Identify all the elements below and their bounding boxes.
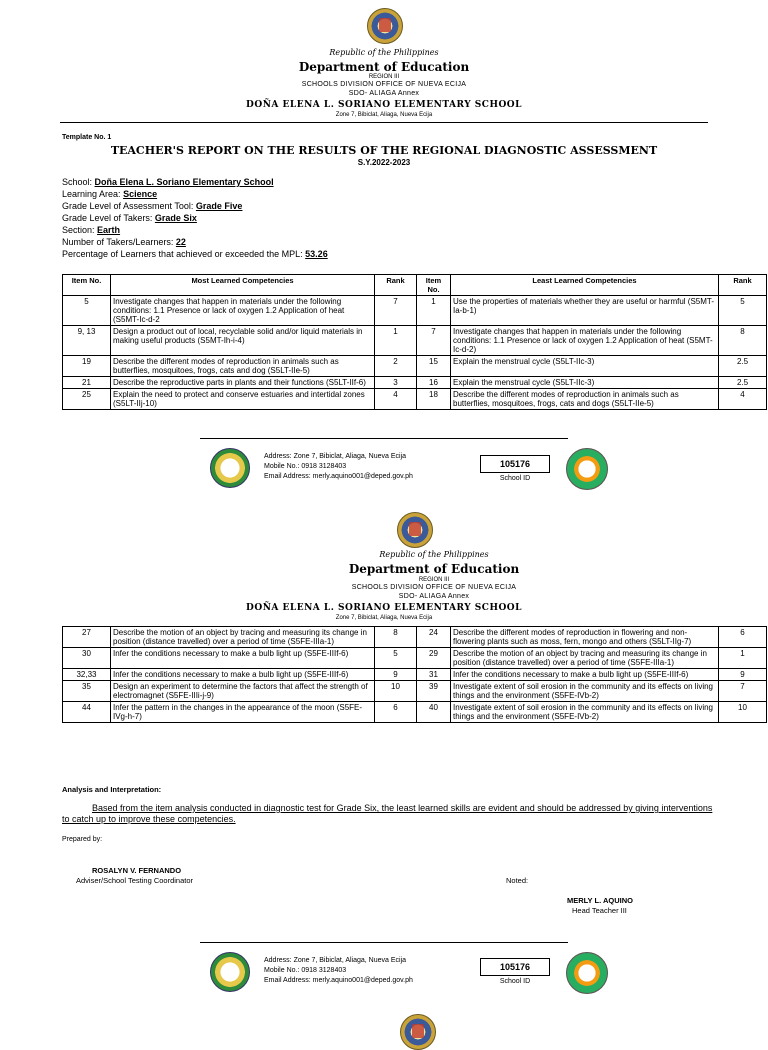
cell-rank: 1 — [375, 326, 417, 356]
noted-label: Noted: — [506, 876, 529, 885]
region-label: REGION III — [418, 577, 450, 583]
cell-item2: 7 — [417, 326, 451, 356]
school-id: 105176 — [480, 455, 550, 473]
cell-least: Describe the different modes of reproduction in flowering and non-flowering plants such as moss, fern, mongo and others (S5LT-IIg-7) — [451, 627, 719, 648]
section-value: Earth — [97, 225, 121, 235]
cell-item: 30 — [63, 648, 111, 669]
school-year: S.Y.2022-2023 — [357, 158, 411, 167]
footer-address: Address: Zone 7, Bibiclat, Aliaga, Nueva Ecija — [264, 957, 407, 964]
cell-item2: 39 — [417, 681, 451, 702]
template-no: Template No. 1 — [62, 134, 112, 141]
footer-divider — [200, 438, 568, 439]
deped-seal-icon — [397, 512, 433, 548]
header-address: Zone 7, Bibiclat, Aliaga, Nueva Ecija — [335, 112, 433, 118]
cell-item2: 16 — [417, 377, 451, 389]
number-value: 22 — [175, 237, 186, 247]
cell-most: Infer the pattern in the changes in the appearance of the moon (S5FE-IVg-h-7) — [111, 702, 375, 723]
cell-rank: 8 — [375, 627, 417, 648]
republic-label: Republic of the Philippines — [329, 48, 439, 57]
cell-item: 32,33 — [63, 669, 111, 681]
school-id-label: School ID — [499, 978, 531, 985]
cell-rank: 7 — [375, 296, 417, 326]
sdo-label: SDO- ALIAGA Annex — [398, 593, 470, 600]
cell-rank2: 6 — [719, 627, 767, 648]
cell-item2: 15 — [417, 356, 451, 377]
noter-name: MERLY L. AQUINO — [567, 896, 633, 905]
col-most: Most Learned Competencies — [111, 275, 375, 296]
cell-most: Infer the conditions necessary to make a bulb light up (S5FE-IIIf-6) — [111, 648, 375, 669]
cell-most: Explain the need to protect and conserve estuaries and intertidal zones (S5LT-IIj-10) — [111, 389, 375, 410]
cell-rank2: 7 — [719, 681, 767, 702]
cell-item2: 1 — [417, 296, 451, 326]
cell-rank: 10 — [375, 681, 417, 702]
table-row — [63, 377, 767, 389]
division-label: SCHOOLS DIVISION OFFICE OF NUEVA ECIJA — [301, 81, 467, 88]
sdo-label: SDO- ALIAGA Annex — [348, 90, 420, 97]
col-item2: Item No. — [417, 275, 451, 296]
cell-most: Design a product out of local, recyclable solid and/or liquid materials in making useful products (S5MT-Ih-i-4) — [111, 326, 375, 356]
department-label: Department of Education — [348, 562, 520, 576]
cell-rank2: 8 — [719, 326, 767, 356]
cell-rank2: 4 — [719, 389, 767, 410]
col-least: Least Learned Competencies — [451, 275, 719, 296]
cell-rank: 5 — [375, 648, 417, 669]
cell-item: 9, 13 — [63, 326, 111, 356]
school-name-header: DOÑA ELENA L. SORIANO ELEMENTARY SCHOOL — [246, 100, 522, 110]
division-label: SCHOOLS DIVISION OFFICE OF NUEVA ECIJA — [351, 584, 517, 591]
table-row — [63, 627, 767, 648]
cell-rank2: 10 — [719, 702, 767, 723]
footer-address: Address: Zone 7, Bibiclat, Aliaga, Nueva Ecija — [264, 453, 407, 460]
table-row — [63, 356, 767, 377]
cell-rank: 6 — [375, 702, 417, 723]
area-value: Science — [123, 189, 158, 199]
cell-rank2: 5 — [719, 296, 767, 326]
cell-least: Explain the menstrual cycle (S5LT-IIc-3) — [451, 377, 719, 389]
deped-matatag-logo-icon — [566, 952, 608, 994]
preparer-title: Adviser/School Testing Coordinator — [76, 876, 194, 885]
cell-rank: 4 — [375, 389, 417, 410]
cell-rank2: 2.5 — [719, 356, 767, 377]
cell-item2: 18 — [417, 389, 451, 410]
school-logo-icon — [210, 448, 250, 488]
deped-seal-icon — [400, 1014, 436, 1050]
report-info: School: Doña Elena L. Soriano Elementary School Learning Area: Science Grade Level of Assessment Tool: Grade Five Grade Level of Takers: Grade Six Section: Earth Number of Takers/Learners: 22 Percentage of Learners that achieved or exceeded the MPL: 53.26 — [62, 177, 328, 259]
competency-table-page2 — [62, 626, 767, 723]
cell-item2: 31 — [417, 669, 451, 681]
school-logo-icon — [210, 952, 250, 992]
footer-divider — [200, 942, 568, 943]
table-row — [63, 702, 767, 723]
cell-most: Describe the different modes of reproduction in animals such as butterflies, mosquitoes, frogs, cats and dog (S5LT-IIe-5) — [111, 356, 375, 377]
table-row — [63, 681, 767, 702]
table-row — [63, 326, 767, 356]
cell-item: 19 — [63, 356, 111, 377]
cell-most: Design an experiment to determine the factors that affect the strength of electromagnet (S5FE-IIIi-j-9) — [111, 681, 375, 702]
footer-mobile: Mobile No.: 0918 3128403 — [264, 967, 347, 974]
cell-most: Infer the conditions necessary to make a bulb light up (S5FE-IIIf-6) — [111, 669, 375, 681]
cell-least: Infer the conditions necessary to make a bulb light up (S5FE-IIIf-6) — [451, 669, 719, 681]
cell-item2: 24 — [417, 627, 451, 648]
table-row — [63, 296, 767, 326]
takers-value: Grade Six — [154, 213, 197, 223]
deped-seal-icon — [367, 8, 403, 44]
analysis-text: Based from the item analysis conducted in diagnostic test for Grade Six, the least learned skills are evident and should be addressed by giving interventions to catch up to improve these competencies. — [62, 803, 713, 824]
cell-least: Explain the menstrual cycle (S5LT-IIc-3) — [451, 356, 719, 377]
deped-matatag-logo-icon — [566, 448, 608, 490]
department-label: Department of Education — [298, 60, 470, 74]
cell-least: Use the properties of materials whether they are useful or harmful (S5MT-Ia-b-1) — [451, 296, 719, 326]
cell-rank2: 9 — [719, 669, 767, 681]
cell-most: Describe the reproductive parts in plants and their functions (S5LT-IIf-6) — [111, 377, 375, 389]
cell-rank2: 1 — [719, 648, 767, 669]
col-item: Item No. — [63, 275, 111, 296]
preparer-name: ROSALYN V. FERNANDO — [92, 866, 182, 875]
school-id: 105176 — [480, 958, 550, 976]
republic-label: Republic of the Philippines — [379, 550, 489, 559]
cell-rank: 3 — [375, 377, 417, 389]
cell-item: 25 — [63, 389, 111, 410]
table-row — [63, 389, 767, 410]
noter-title: Head Teacher III — [572, 906, 627, 915]
school-value: Doña Elena L. Soriano Elementary School — [94, 177, 274, 187]
footer-contact — [264, 452, 413, 482]
report-title: TEACHER'S REPORT ON THE RESULTS OF THE REGIONAL DIAGNOSTIC ASSESSMENT — [110, 144, 658, 157]
col-rank: Rank — [375, 275, 417, 296]
cell-least: Investigate extent of soil erosion in the community and its effects on living things and the environment (S5FE-IVb-2) — [451, 681, 719, 702]
table-row — [63, 648, 767, 669]
footer-email: Email Address: merly.aquino001@deped.gov.ph — [264, 977, 413, 984]
cell-most: Describe the motion of an object by tracing and measuring its change in position (distance travelled) over a period of time (S5FE-IIIa-1) — [111, 627, 375, 648]
header-divider — [60, 122, 708, 123]
school-name-header: DOÑA ELENA L. SORIANO ELEMENTARY SCHOOL — [246, 603, 522, 613]
footer-email: Email Address: merly.aquino001@deped.gov.ph — [264, 473, 413, 480]
cell-rank: 2 — [375, 356, 417, 377]
cell-least: Describe the motion of an object by tracing and measuring its change in position (distance travelled) over a period of time (S5FE-IIIa-1) — [451, 648, 719, 669]
cell-rank2: 2.5 — [719, 377, 767, 389]
footer-mobile: Mobile No.: 0918 3128403 — [264, 463, 347, 470]
footer-contact — [264, 956, 413, 986]
cell-item2: 40 — [417, 702, 451, 723]
tool-value: Grade Five — [195, 201, 243, 211]
cell-least: Investigate extent of soil erosion in the community and its effects on living things and the environment (S5FE-IVb-2) — [451, 702, 719, 723]
cell-item: 35 — [63, 681, 111, 702]
header-address: Zone 7, Bibiclat, Aliaga, Nueva Ecija — [335, 615, 433, 621]
cell-item: 27 — [63, 627, 111, 648]
cell-item2: 29 — [417, 648, 451, 669]
analysis-title: Analysis and Interpretation: — [62, 785, 162, 794]
cell-most: Investigate changes that happen in materials under the following conditions: 1.1 Presence or lack of oxygen 1.2 Application of heat (S5MT-Ic-d-2 — [111, 296, 375, 326]
school-id-label: School ID — [499, 475, 531, 482]
competency-table-page1 — [62, 274, 767, 410]
cell-item: 5 — [63, 296, 111, 326]
table-row — [63, 669, 767, 681]
cell-least: Investigate changes that happen in materials under the following conditions: 1.1 Presence or lack of oxygen 1.2 Application of heat (S5MT-Ic-d-2) — [451, 326, 719, 356]
cell-rank: 9 — [375, 669, 417, 681]
cell-item: 21 — [63, 377, 111, 389]
cell-least: Describe the different modes of reproduction in animals such as butterflies, mosquitoes, frogs, cats and dogs (S5LT-IIe-5) — [451, 389, 719, 410]
prepared-by: Prepared by: — [62, 836, 103, 843]
mpl-value: 53.26 — [305, 249, 328, 259]
cell-item: 44 — [63, 702, 111, 723]
col-rank2: Rank — [719, 275, 767, 296]
region-label: REGION III — [368, 74, 400, 80]
